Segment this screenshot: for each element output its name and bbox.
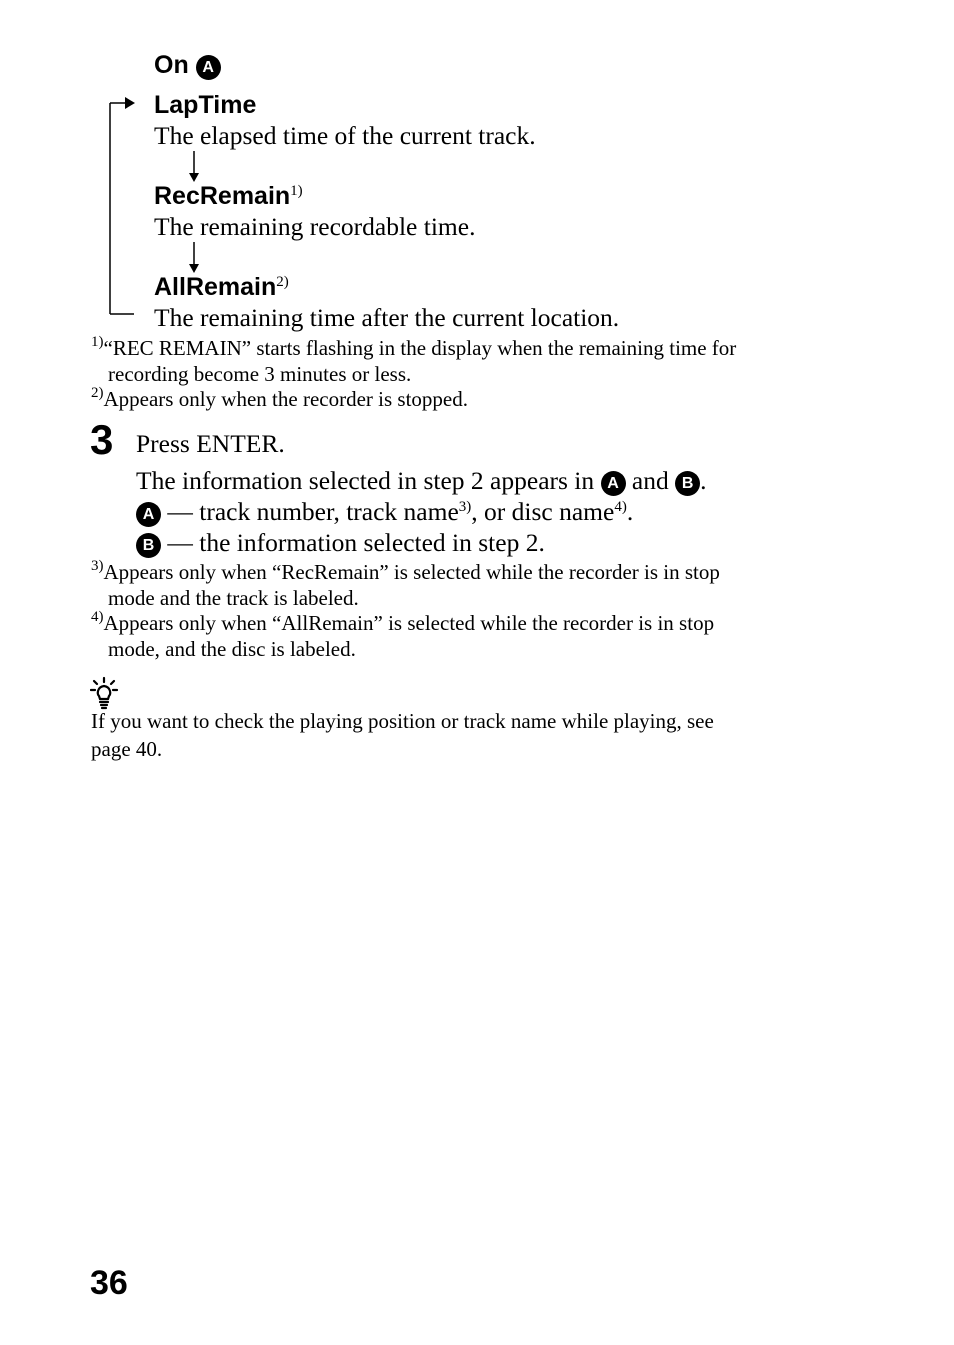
step-b-line: [136, 528, 545, 558]
step-a-mid: , or disc name: [471, 497, 615, 526]
footnote-1-continued: recording become 3 minutes or less.: [108, 362, 412, 386]
step-b-text: — the information selected in step 2.: [167, 528, 545, 557]
on-heading: [154, 50, 221, 80]
step-a-text: — track number, track name: [167, 497, 459, 526]
marker-a-icon: A: [136, 502, 161, 527]
lightbulb-icon: [90, 676, 120, 710]
option-laptime-label: LapTime: [154, 91, 257, 119]
footnote-ref: 4): [614, 499, 627, 515]
marker-a-icon: A: [196, 55, 221, 80]
step-info-period: .: [700, 466, 707, 495]
marker-b-icon: B: [675, 471, 700, 496]
on-label: On: [154, 51, 189, 79]
step-info-and: and: [631, 466, 669, 495]
footnote-mark: 2): [91, 385, 104, 401]
footnote-mark: 4): [91, 609, 104, 625]
footnote-4-continued: mode, and the disc is labeled.: [108, 637, 356, 661]
down-arrow-icon: [185, 241, 205, 275]
footnote-3-continued: mode and the track is labeled.: [108, 586, 359, 610]
footnote-text: Appears only when “RecRemain” is selected while the recorder is in stop: [103, 560, 720, 584]
option-recremain-desc: The remaining recordable time.: [154, 212, 476, 241]
step-info-line: [136, 466, 706, 496]
marker-a-icon: A: [601, 471, 626, 496]
footnote-3: [91, 559, 720, 585]
step-instruction: Press ENTER.: [136, 429, 285, 458]
marker-b-icon: B: [136, 533, 161, 558]
option-allremain-title: [154, 272, 289, 303]
cycle-arrowhead-icon: [125, 97, 135, 109]
step-info-text: The information selected in step 2 appears in: [136, 466, 595, 495]
option-allremain-label: AllRemain: [154, 273, 277, 301]
page-number: 36: [90, 1264, 128, 1302]
footnote-text: “REC REMAIN” starts flashing in the display when the remaining time for: [103, 336, 737, 360]
footnote-text: Appears only when “AllRemain” is selected while the recorder is in stop: [103, 611, 715, 635]
footnote-mark: 3): [91, 558, 104, 574]
option-recremain-label: RecRemain: [154, 182, 291, 210]
step-a-end: .: [626, 497, 634, 526]
option-laptime-title: [154, 90, 256, 120]
step-a-line: [136, 497, 633, 527]
down-arrow-icon: [185, 150, 205, 184]
footnote-text: Appears only when the recorder is stopped.: [103, 387, 468, 411]
option-recremain-title: [154, 181, 303, 212]
option-laptime-desc: The elapsed time of the current track.: [154, 121, 536, 150]
option-allremain-desc: The remaining time after the current location.: [154, 303, 620, 332]
cycle-bracket: [100, 92, 150, 322]
footnote-2: [91, 386, 468, 412]
hint-text-continued: page 40.: [91, 737, 163, 761]
footnote-1: [91, 335, 736, 361]
footnote-mark: 1): [91, 334, 104, 350]
footnote-ref: 2): [276, 274, 289, 290]
footnote-ref: 1): [290, 183, 303, 199]
footnote-ref: 3): [458, 499, 472, 515]
hint-text: If you want to check the playing position or track name while playing, see: [91, 709, 714, 733]
step-number: 3: [90, 416, 114, 463]
footnote-4: [91, 610, 714, 636]
